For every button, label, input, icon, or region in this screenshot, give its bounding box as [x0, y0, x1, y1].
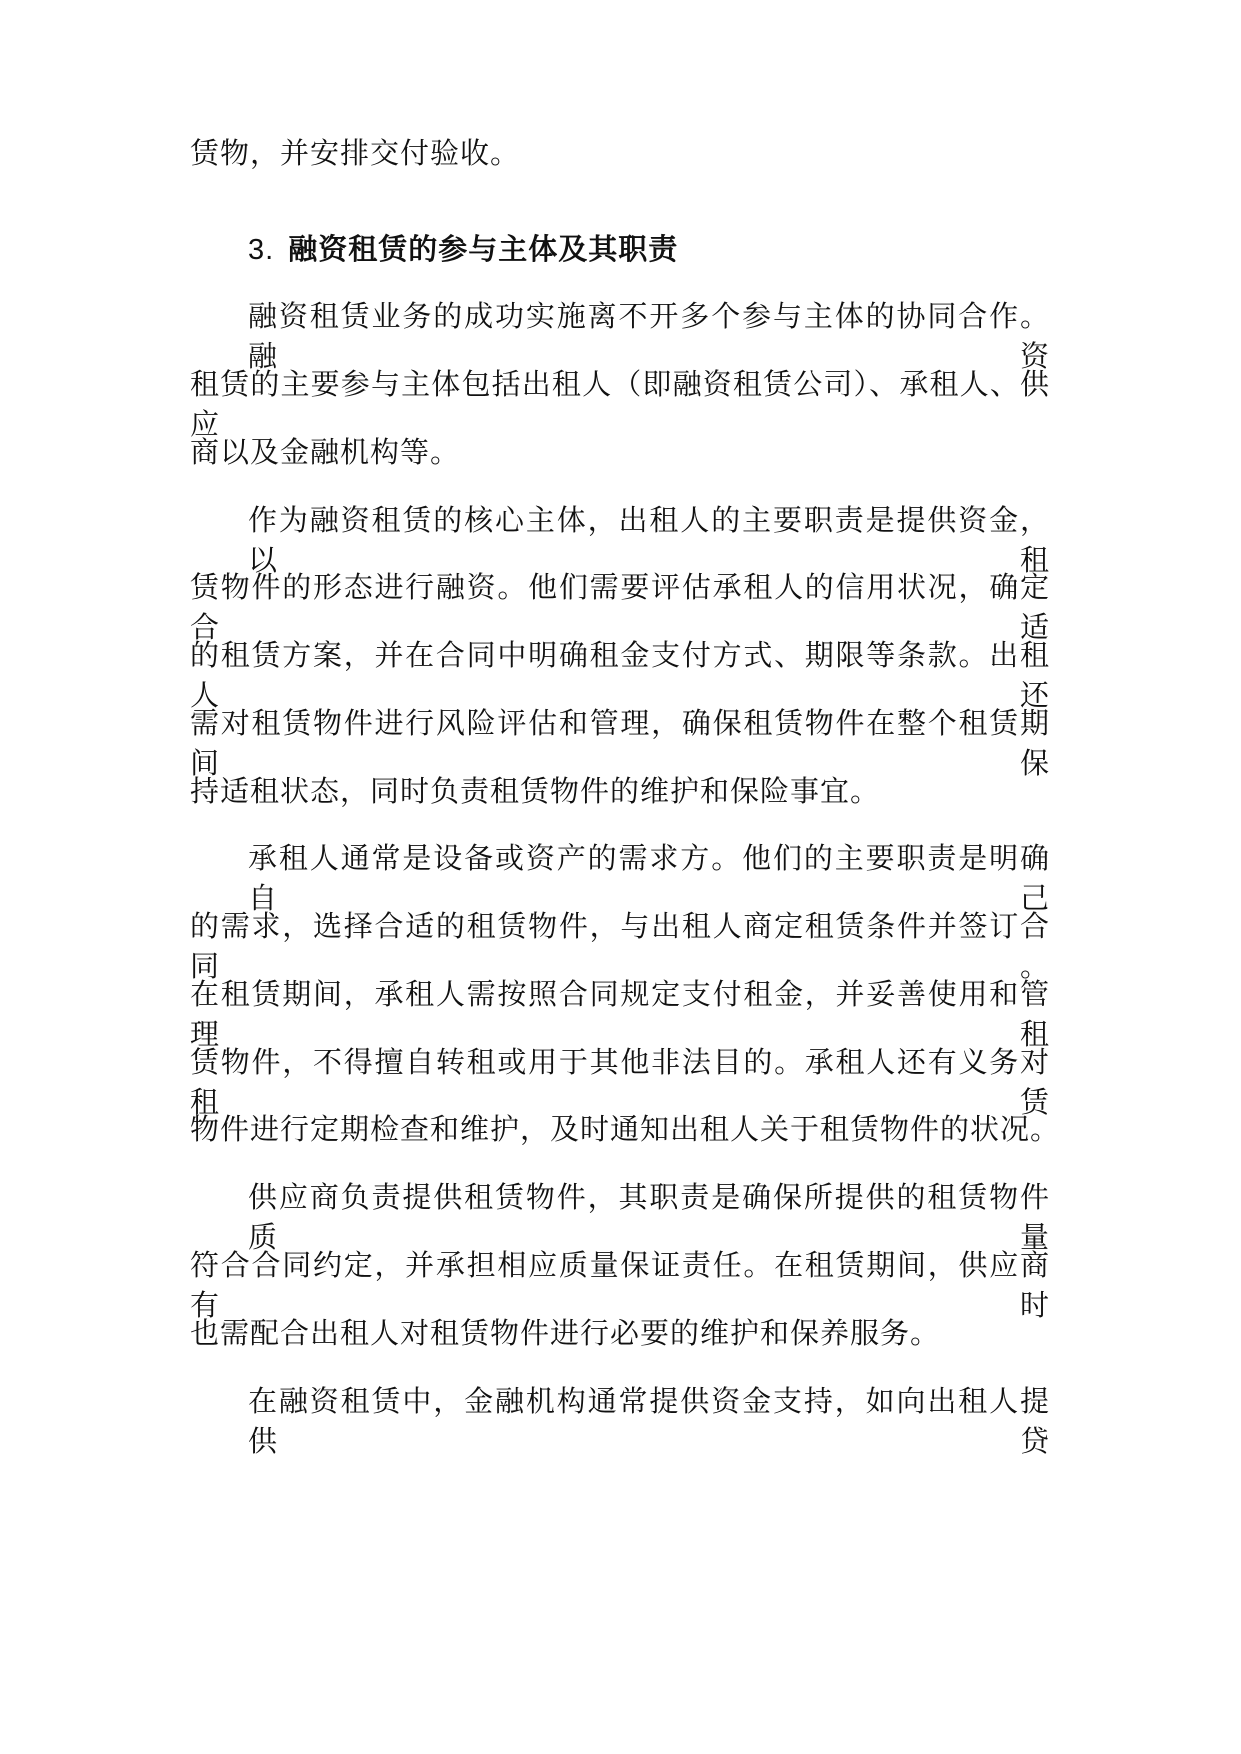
paragraph-line: 在租赁期间，承租人需按照合同规定支付租金，并妥善使用和管理租: [190, 977, 1050, 1051]
paragraph-line: 的需求，选择合适的租赁物件，与出租人商定租赁条件并签订合同。: [190, 909, 1050, 983]
section-number: 3.: [248, 234, 275, 266]
paragraph-continuation-line: 赁物，并安排交付验收。: [190, 136, 521, 170]
paragraph-line: 也需配合出租人对租赁物件进行必要的维护和保养服务。: [190, 1316, 941, 1350]
paragraph-line: 融资租赁业务的成功实施离不开多个参与主体的协同合作。融资: [248, 299, 1050, 373]
paragraph-line: 承租人通常是设备或资产的需求方。他们的主要职责是明确自己: [248, 841, 1050, 915]
paragraph-line: 供应商负责提供租赁物件，其职责是确保所提供的租赁物件质量: [248, 1180, 1050, 1254]
paragraph-line: 物件进行定期检查和维护，及时通知出租人关于租赁物件的状况。: [190, 1112, 1061, 1146]
paragraph-line: 租赁的主要参与主体包括出租人（即融资租赁公司）、承租人、供应: [190, 367, 1050, 441]
paragraph-line: 商以及金融机构等。: [190, 435, 461, 469]
paragraph-line: 在融资租赁中，金融机构通常提供资金支持，如向出租人提供贷: [248, 1384, 1050, 1458]
paragraph-line: 符合合同约定，并承担相应质量保证责任。在租赁期间，供应商有时: [190, 1248, 1050, 1322]
paragraph-line: 赁物件，不得擅自转租或用于其他非法目的。承租人还有义务对租赁: [190, 1045, 1050, 1119]
section-heading: [248, 229, 1008, 270]
paragraph-line: 的租赁方案，并在合同中明确租金支付方式、期限等条款。出租人还: [190, 638, 1050, 712]
paragraph-line: 赁物件的形态进行融资。他们需要评估承租人的信用状况，确定合适: [190, 570, 1050, 644]
paragraph-line: 作为融资租赁的核心主体，出租人的主要职责是提供资金，以租: [248, 503, 1050, 577]
paragraph-line: 需对租赁物件进行风险评估和管理，确保租赁物件在整个租赁期间保: [190, 706, 1050, 780]
paragraph-line: 持适租状态，同时负责租赁物件的维护和保险事宜。: [190, 774, 881, 808]
section-title: 融资租赁的参与主体及其职责: [288, 232, 679, 266]
